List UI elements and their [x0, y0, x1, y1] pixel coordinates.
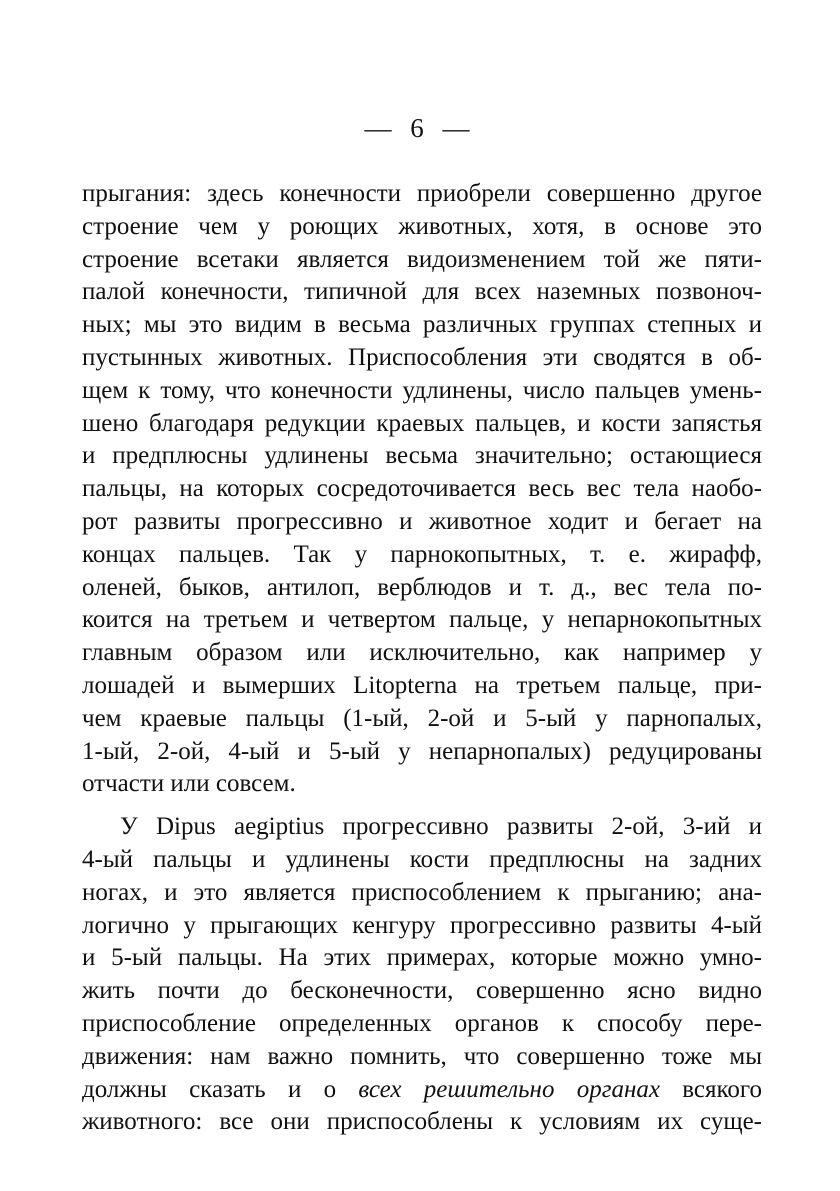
- text-line: логично у прыгающих кенгуру прогрессивно развиты 4-ый: [82, 911, 762, 939]
- text-line: приспособление определенных органов к способу пере-: [82, 1009, 762, 1037]
- text-line: главным образом или исключительно, как например у: [82, 639, 762, 667]
- text-line: чем краевые пальцы (1-ый, 2-ой и 5-ый у парнопалых,: [82, 704, 762, 732]
- text-fragment: всякого: [659, 1075, 762, 1103]
- italic-emphasis: всех решительно органах: [358, 1075, 660, 1103]
- text-line: У Dipus aegiptius прогрессивно развиты 2-ой, 3-ий и: [120, 813, 762, 841]
- text-line: прыгания: здесь конечности приобрели совершенно другое: [82, 180, 762, 207]
- text-line: и предплюсны удлинены весьма значительно; остающиеся: [82, 442, 762, 470]
- text-line: 4-ый пальцы и удлинены кости предплюсны на задних: [82, 845, 762, 873]
- text-line: 1-ый, 2-ой, 4-ый и 5-ый у непарнопалых) редуцированы: [82, 737, 762, 765]
- text-line: пустынных животных. Приспособления эти сводятся в об-: [82, 343, 762, 371]
- text-line: оленей, быков, антилоп, верблюдов и т. д., вес тела по-: [82, 573, 762, 601]
- text-line-with-italics: [82, 1074, 762, 1107]
- page-number: — 6 —: [364, 113, 476, 143]
- text-line: щем к тому, что конечности удлинены, число пальцев умень-: [82, 376, 762, 404]
- text-line: лошадей и вымерших Litopterna на третьем пальце, при-: [82, 671, 762, 699]
- text-line: палой конечности, типичной для всех наземных позвоноч-: [82, 278, 762, 306]
- text-line: движения: нам важно помнить, что совершенно тоже мы: [82, 1042, 762, 1070]
- body-text: [82, 178, 762, 1139]
- text-line: и 5-ый пальцы. На этих примерах, которые можно умно-: [82, 944, 762, 972]
- paragraph-gap: [82, 801, 762, 811]
- text-line: жить почти до бесконечности, совершенно ясно видно: [82, 977, 762, 1005]
- paragraph-2: [82, 811, 762, 1139]
- text-line: ногах, и это является приспособлением к прыганию; ана-: [82, 878, 762, 906]
- text-line: шено благодаря редукции краевых пальцев, и кости запястья: [82, 409, 762, 437]
- text-line: животного: все они приспособлены к условиям их суще-: [82, 1108, 762, 1136]
- text-line: коится на третьем и четвертом пальце, у непарнокопытных: [82, 606, 762, 634]
- text-line: рот развиты прогрессивно и животное ходит и бегает на: [82, 507, 762, 535]
- paragraph-1: [82, 178, 762, 801]
- text-line: строение всетаки является видоизменением той же пяти-: [82, 245, 762, 273]
- text-line: строение чем у роющих животных, хотя, в основе это: [82, 212, 762, 240]
- text-line: ных; мы это видим в весьма различных группах степных и: [82, 311, 762, 339]
- text-line: концах пальцев. Так у парнокопытных, т. е. жирафф,: [82, 540, 762, 568]
- text-fragment: должны сказать и о: [82, 1075, 359, 1103]
- text-line: отчасти или совсем.: [82, 770, 296, 798]
- text-line: пальцы, на которых сосредоточивается весь вес тела наобо-: [82, 475, 762, 503]
